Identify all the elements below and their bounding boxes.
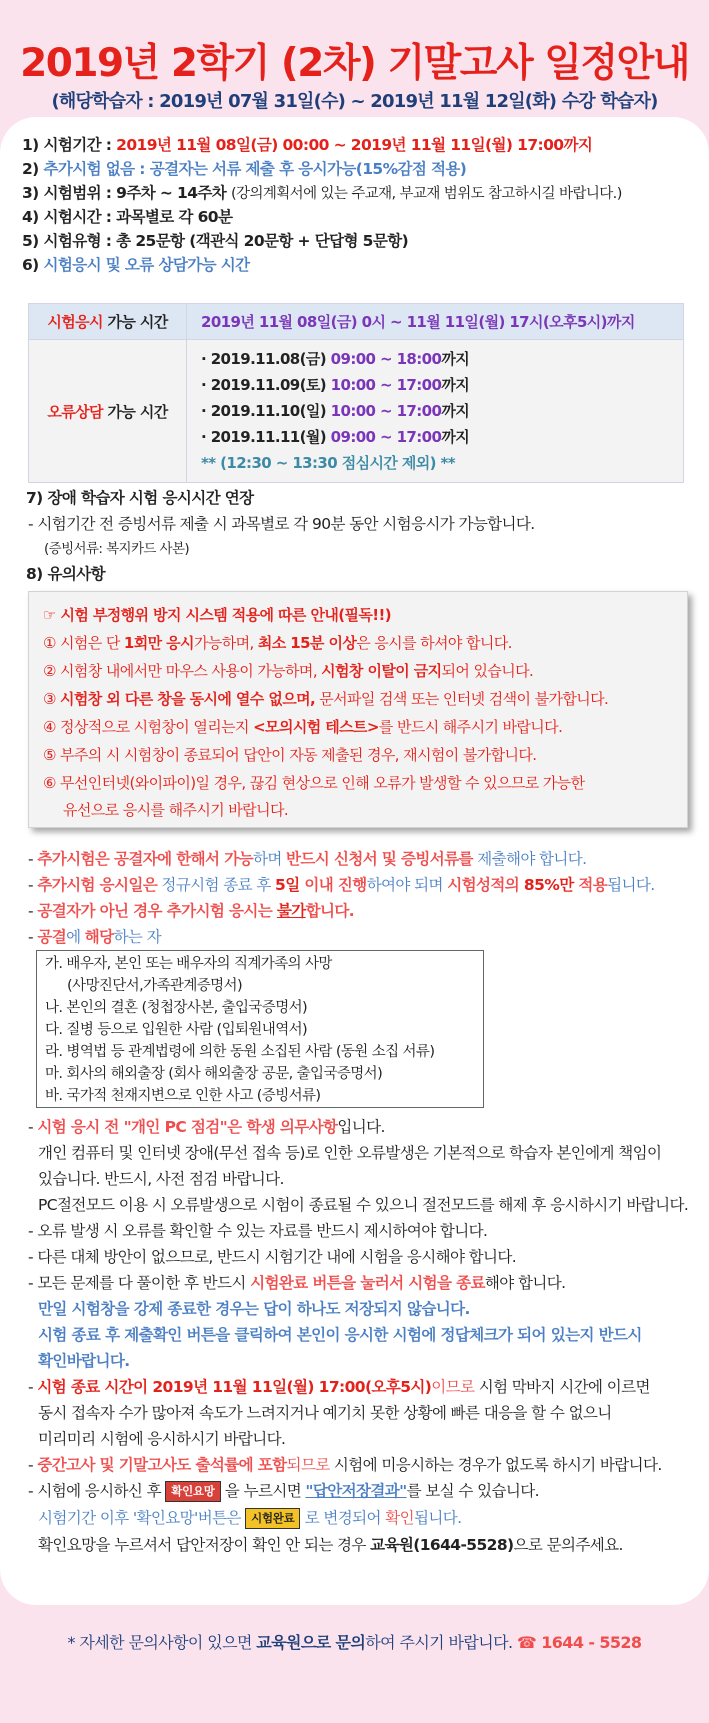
excused-grounds-box — [36, 950, 484, 1108]
schedule-row-exam — [29, 304, 684, 340]
rule-answer-check: - 시험에 응시하신 후 확인요망 을 누르시면 "답안저장결과"를 보실 수 있습니다. — [28, 1482, 539, 1500]
page-title: 2019년 2학기 (2차) 기말고사 일정안내 — [20, 41, 689, 86]
grounds-item: 라. 병역법 등 관계법령에 의한 동원 소집된 사람 (동원 소집 서류) — [45, 1044, 435, 1060]
content-panel — [0, 117, 709, 1605]
rule-answer-check-detail: 시험기간 이후 '확인요망'버튼은 시험완료 로 변경되어 확인됩니다. — [38, 1509, 462, 1527]
consult-slot: · 2019.11.09(토) 10:00 ~ 17:00까지 — [201, 376, 470, 394]
rule-end-time-detail: 미리미리 시험에 응시하시기 바랍니다. — [38, 1430, 286, 1448]
rule-pc-check-detail: 개인 컴퓨터 및 인터넷 장애(무선 접속 등)로 인한 오류발생은 기본적으로 학습자 본인에게 책임이 — [38, 1144, 662, 1162]
rule-makeup-date: - 추가시험 응시일은 정규시험 종료 후 5일 이내 진행하여야 되며 시험성적의 85%만 적용됩니다. — [28, 876, 655, 894]
rule-finish-button: - 모든 문제를 다 풀이한 후 반드시 시험완료 버튼을 눌러서 시험을 종료해야 합니다. — [28, 1274, 566, 1292]
item-exam-time: 4) 시험시간 : 과목별로 각 60분 — [22, 208, 233, 226]
item-consult-heading: 6) 시험응시 및 오류 상담가능 시간 — [22, 256, 250, 274]
schedule-label-exam: 시험응시 가능 시간 — [29, 304, 187, 340]
rule-non-excused: - 공결자가 아닌 경우 추가시험 응시는 불가합니다. — [28, 902, 355, 920]
page-header — [0, 0, 709, 114]
rule-pc-check-detail: 있습니다. 반드시, 사전 점검 바랍니다. — [38, 1170, 284, 1188]
rule-finish-warning: 만일 시험창을 강제 종료한 경우는 답이 하나도 저장되지 않습니다. — [38, 1300, 470, 1318]
notice-line: ④ 정상적으로 시험창이 열리는지 <모의시험 테스트>를 반드시 해주시기 바랍니다. — [43, 718, 563, 736]
rule-excused-heading: - 공결에 해당하는 자 — [28, 928, 161, 946]
rule-error-evidence: - 오류 발생 시 오류를 확인할 수 있는 자료를 반드시 제시하여야 합니다. — [28, 1222, 488, 1240]
rule-makeup-eligibility: - 추가시험은 공결자에 한해서 가능하며 반드시 신청서 및 증빙서류를 제출해야 합니다. — [28, 850, 587, 868]
consult-slot: · 2019.11.11(월) 09:00 ~ 17:00까지 — [201, 428, 470, 446]
grounds-item: 바. 국가적 천재지변으로 인한 사고 (증빙서류) — [45, 1088, 321, 1104]
lunch-note: ** (12:30 ~ 13:30 점심시간 제외) ** — [201, 454, 456, 472]
grounds-item: (사망진단서,가족관계증명서) — [67, 978, 243, 994]
schedule-table — [28, 303, 684, 483]
rule-pc-check: - 시험 응시 전 "개인 PC 점검"은 학생 의무사항입니다. — [28, 1118, 385, 1136]
notice-title: ☞ 시험 부정행위 방지 시스템 적용에 따른 안내(필독!!) — [43, 606, 391, 624]
grounds-item: 가. 배우자, 본인 또는 배우자의 직계가족의 사망 — [45, 956, 332, 972]
rule-finish-warning: 시험 종료 후 제출확인 버튼을 클릭하여 본인이 응시한 시험에 정답체크가 되어 있는지 반드시 — [38, 1326, 642, 1344]
section8-heading: 8) 유의사항 — [26, 565, 105, 583]
section7-note: (증빙서류: 복지카드 사본) — [44, 541, 190, 557]
notice-line: ⑤ 부주의 시 시험창이 종료되어 답안이 자동 제출된 경우, 재시험이 불가합니다. — [43, 746, 537, 764]
grounds-item: 마. 회사의 해외출장 (회사 해외출장 공문, 출입국증명서) — [45, 1066, 383, 1082]
confirm-required-button[interactable]: 확인요망 — [165, 1481, 220, 1502]
grounds-item: 나. 본인의 결혼 (청첩장사본, 출입국증명서) — [45, 1000, 308, 1016]
exam-complete-button[interactable]: 시험완료 — [245, 1508, 300, 1529]
notice-line: 유선으로 응시를 해주시기 바랍니다. — [63, 801, 289, 819]
footer-contact: * 자세한 문의사항이 있으면 교육원으로 문의하여 주시기 바랍니다. ☎ 1644 - 5528 — [67, 1633, 642, 1652]
schedule-value-consult — [187, 340, 684, 483]
item-exam-range: 3) 시험범위 : 9주차 ~ 14주차 (강의계획서에 있는 주교재, 부교재 범위도 참고하시길 바랍니다.) — [22, 184, 622, 202]
rule-no-alternative: - 다른 대체 방안이 없으므로, 반드시 시험기간 내에 시험을 응시해야 합니다. — [28, 1248, 517, 1266]
schedule-value-exam: 2019년 11월 08일(금) 0시 ~ 11월 11일(월) 17시(오후5시)까지 — [187, 304, 684, 340]
notice-line: ② 시험창 내에서만 마우스 사용이 가능하며, 시험창 이탈이 금지되어 있습니다. — [43, 662, 534, 680]
grounds-item: 다. 질병 등으로 입원한 사람 (입퇴원내역서) — [45, 1022, 308, 1038]
schedule-row-consult — [29, 340, 684, 483]
page-subtitle: (해당학습자 : 2019년 07월 31일(수) ~ 2019년 11월 12일(화) 수강 학습자) — [51, 91, 658, 112]
rule-end-time-detail: 동시 접속자 수가 많아져 속도가 느려지거나 예기치 못한 상황에 빠른 대응을 할 수 없으니 — [38, 1404, 612, 1422]
rule-end-time: - 시험 종료 시간이 2019년 11월 11일(월) 17:00(오후5시)이므로 시험 막바지 시간에 이르면 — [28, 1378, 650, 1396]
item-exam-type: 5) 시험유형 : 총 25문항 (객관식 20문항 + 단답형 5문항) — [22, 232, 409, 250]
notice-line: ③ 시험창 외 다른 창을 동시에 열수 없으며, 문서파일 검색 또는 인터넷 검색이 불가합니다. — [43, 690, 609, 708]
item-no-makeup: 2) 추가시험 없음 : 공결자는 서류 제출 후 응시가능(15%감점 적용) — [22, 160, 467, 178]
rule-finish-warning: 확인바랍니다. — [38, 1352, 130, 1370]
rule-pc-check-detail: PC절전모드 이용 시 오류발생으로 시험이 종료될 수 있으니 절전모드를 해제 후 응시하시기 바랍니다. — [38, 1196, 689, 1214]
consult-slot: · 2019.11.10(일) 10:00 ~ 17:00까지 — [201, 402, 470, 420]
section7-body: - 시험기간 전 증빙서류 제출 시 과목별로 각 90분 동안 시험응시가 가능합니다. — [28, 515, 535, 533]
phone-number: ☎ 1644 - 5528 — [516, 1633, 642, 1652]
rule-contact: 확인요망을 누르셔서 답안저장이 확인 안 되는 경우 교육원(1644-5528)으로 문의주세요. — [38, 1536, 623, 1554]
rule-attendance: - 중간고사 및 기말고사도 출석률에 포함되므로 시험에 미응시하는 경우가 없도록 하시기 바랍니다. — [28, 1456, 662, 1474]
cheating-notice-box — [28, 591, 688, 828]
schedule-label-consult: 오류상담 가능 시간 — [29, 340, 187, 483]
item-exam-period: 1) 시험기간 : 2019년 11월 08일(금) 00:00 ~ 2019년 11월 11일(월) 17:00까지 — [22, 136, 593, 154]
notice-line: ① 시험은 단 1회만 응시가능하며, 최소 15분 이상은 응시를 하셔야 합니다. — [43, 634, 512, 652]
consult-slot: · 2019.11.08(금) 09:00 ~ 18:00까지 — [201, 350, 470, 368]
section7-heading: 7) 장애 학습자 시험 응시시간 연장 — [26, 489, 254, 507]
notice-line: ⑥ 무선인터넷(와이파이)일 경우, 끊김 현상으로 인해 오류가 발생할 수 있으므로 가능한 — [43, 774, 585, 792]
